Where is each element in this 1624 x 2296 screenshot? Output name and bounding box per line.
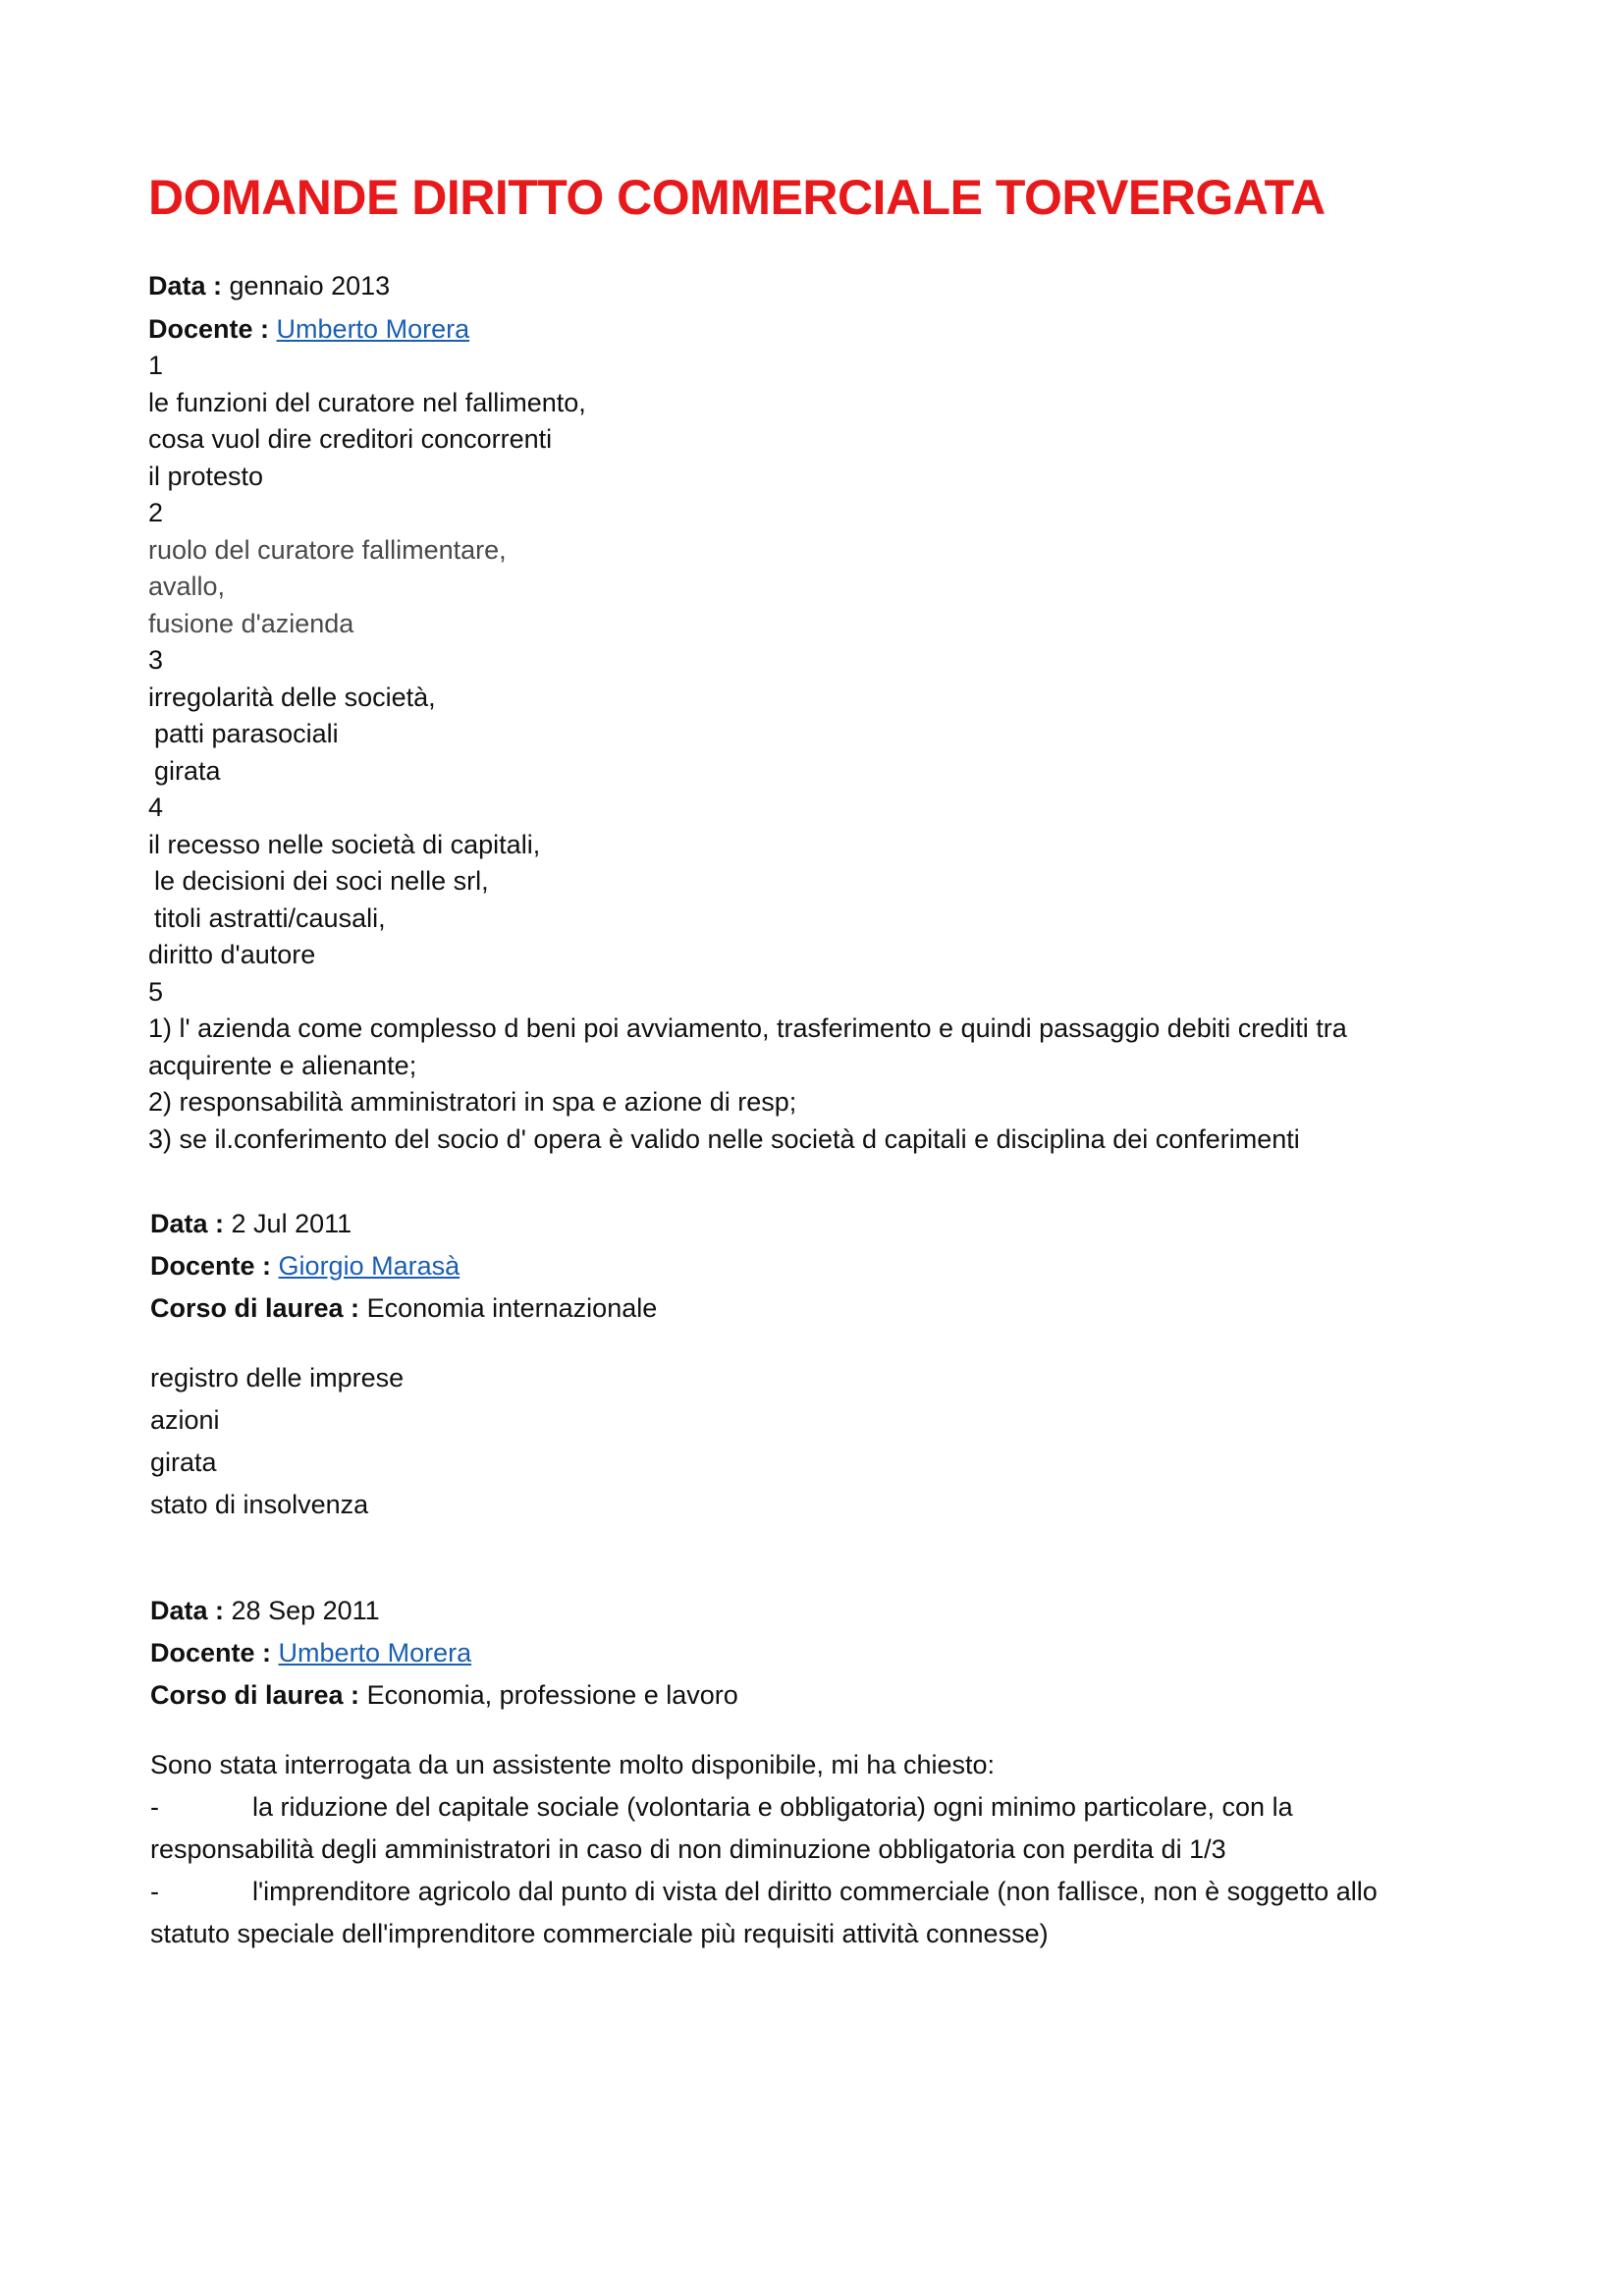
bullet-text: la riduzione del capitale sociale (volontaria e obbligatoria) ogni minimo particolare, con la [252, 1792, 1293, 1822]
entry2-course: Economia internazionale [366, 1293, 658, 1323]
q1-item: il protesto [148, 462, 264, 491]
entry3-date: 28 Sep 2011 [231, 1596, 380, 1625]
q3-item: patti parasociali [154, 719, 339, 748]
date-label: Data : [150, 1209, 225, 1238]
q5-item: 1) l' azienda come complesso d beni poi avviamento, trasferimento e quindi passaggio debiti crediti tra [148, 1013, 1347, 1043]
entry3-bullet-cont: responsabilità degli amministratori in caso di non diminuzione obbligatoria con perdita di 1/3 [150, 1834, 1226, 1864]
teacher-label: Docente : [150, 1638, 272, 1667]
q5-item: acquirente e alienante; [148, 1051, 417, 1080]
bullet-text: l'imprenditore agricolo dal punto di vista del diritto commerciale (non fallisce, non è soggetto allo [252, 1877, 1378, 1906]
q4-item: diritto d'autore [148, 940, 316, 969]
q2-number: 2 [148, 498, 164, 527]
entry2-item: stato di insolvenza [150, 1490, 369, 1519]
q5-item: 2) responsabilità amministratori in spa e azione di resp; [148, 1087, 797, 1117]
entry2-teacher-link[interactable]: Giorgio Marasà [278, 1251, 460, 1281]
entry1-date-row [148, 269, 390, 302]
q4-item: titoli astratti/causali, [154, 903, 386, 933]
bullet-dash: - [150, 1792, 159, 1822]
q4-number: 4 [148, 793, 164, 822]
entry2-item: girata [150, 1448, 217, 1477]
q3-number: 3 [148, 645, 164, 675]
q3-item: irregolarità delle società, [148, 683, 436, 712]
entry3-intro: Sono stata interrogata da un assistente molto disponibile, mi ha chiesto: [150, 1750, 996, 1779]
entry2-teacher-row [150, 1249, 460, 1283]
bullet-dash: - [150, 1877, 159, 1906]
entry2-course-row [150, 1291, 657, 1325]
q1-item: cosa vuol dire creditori concorrenti [148, 424, 553, 454]
entry3-course-row [150, 1678, 738, 1712]
entry3-course: Economia, professione e lavoro [366, 1680, 738, 1710]
q4-item: le decisioni dei soci nelle srl, [154, 866, 489, 896]
q4-item: il recesso nelle società di capitali, [148, 830, 541, 859]
page-title: DOMANDE DIRITTO COMMERCIALE TORVERGATA [148, 170, 1326, 225]
q2-item: avallo, [148, 572, 226, 601]
q3-item: girata [154, 756, 221, 786]
entry3-date-row [150, 1594, 380, 1627]
q2-item: fusione d'azienda [148, 609, 354, 638]
q2-item: ruolo del curatore fallimentare, [148, 535, 507, 565]
course-label: Corso di laurea : [150, 1680, 360, 1710]
entry1-teacher-link[interactable]: Umberto Morera [276, 314, 470, 344]
entry2-item: azioni [150, 1405, 220, 1435]
teacher-label: Docente : [150, 1251, 272, 1281]
date-label: Data : [150, 1596, 225, 1625]
q1-number: 1 [148, 351, 164, 380]
q5-item: 3) se il.conferimento del socio d' opera è valido nelle società d capitali e disciplina dei conferimenti [148, 1124, 1300, 1154]
entry2-date: 2 Jul 2011 [231, 1209, 352, 1238]
entry3-bullet [150, 1790, 1293, 1824]
entry3-bullet [150, 1875, 1378, 1908]
teacher-label: Docente : [148, 314, 270, 344]
entry2-date-row [150, 1207, 352, 1240]
entry2-item: registro delle imprese [150, 1363, 405, 1393]
entry1-date: gennaio 2013 [229, 271, 391, 301]
course-label: Corso di laurea : [150, 1293, 360, 1323]
entry3-teacher-row [150, 1636, 471, 1669]
entry1-teacher-row [148, 312, 469, 346]
q1-item: le funzioni del curatore nel fallimento, [148, 388, 586, 417]
entry3-teacher-link[interactable]: Umberto Morera [278, 1638, 472, 1667]
entry3-bullet-cont: statuto speciale dell'imprenditore commerciale più requisiti attività connesse) [150, 1919, 1049, 1948]
date-label: Data : [148, 271, 223, 301]
q5-number: 5 [148, 977, 164, 1007]
